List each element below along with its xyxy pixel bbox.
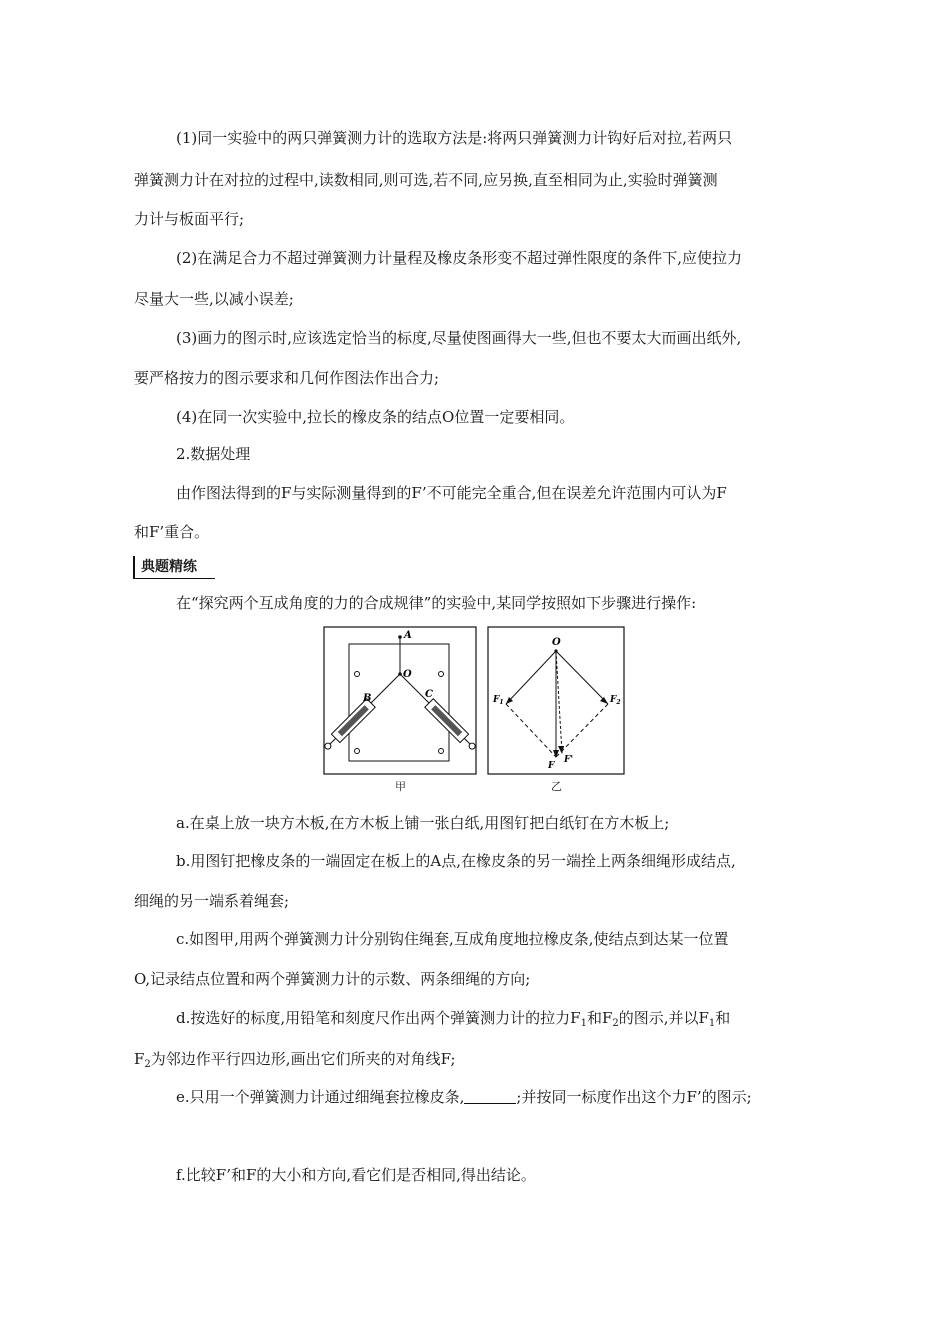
p1-line1: (1)同一实验中的两只弹簧测力计的选取方法是:将两只弹簧测力计钩好后对拉,若两只 bbox=[176, 129, 733, 147]
vector-f-prime bbox=[556, 651, 562, 753]
section-badge: 典题精练 bbox=[133, 556, 215, 579]
step-d-line2: $F_2$为邻边作平行四边形,画出它们所夹的对角线F; bbox=[134, 1050, 456, 1070]
step-d-line1: d.按选好的标度,用铅笔和刻度尺作出两个弹簧测力计的拉力$F_1$和$F_2$的图示,并以$F_1$和 bbox=[176, 1009, 731, 1029]
step-a: a.在桌上放一块方木板,在方木板上铺一张白纸,用图钉把白纸钉在方木板上; bbox=[176, 814, 670, 832]
spring-scale-c bbox=[425, 699, 479, 753]
vector-f2 bbox=[556, 651, 608, 704]
nail-hole bbox=[439, 749, 444, 754]
answer-blank[interactable] bbox=[464, 1089, 516, 1104]
heading-data-processing: 2.数据处理 bbox=[176, 445, 251, 463]
p5-line2: 和F’重合。 bbox=[134, 523, 210, 541]
label-f1: $F_1$ bbox=[493, 695, 504, 706]
label-f-prime: F' bbox=[564, 755, 574, 765]
p4-line1: (4)在同一次实验中,拉长的橡皮条的结点O位置一定要相同。 bbox=[176, 408, 575, 426]
label-o: O bbox=[403, 669, 412, 680]
p2-line1: (2)在满足合力不超过弹簧测力计量程及橡皮条形变不超过弹性限度的条件下,应使拉力 bbox=[176, 249, 743, 267]
caption-right: 乙 bbox=[551, 780, 562, 793]
label-b: B bbox=[363, 693, 372, 704]
section-intro: 在“探究两个互成角度的力的合成规律”的实验中,某同学按照如下步骤进行操作: bbox=[176, 594, 697, 612]
p1-line2: 弹簧测力计在对拉的过程中,读数相同,则可选,若不同,应另换,直至相同为止,实验时弹簧测 bbox=[134, 171, 718, 189]
nail-hole bbox=[355, 672, 360, 677]
string-b bbox=[371, 674, 400, 703]
parallelogram-side bbox=[506, 704, 556, 757]
step-f: f.比较F’和F的大小和方向,看它们是否相同,得出结论。 bbox=[176, 1166, 536, 1184]
step-b-line1: b.用图钉把橡皮条的一端固定在板上的A点,在橡皮条的另一端拴上两条细绳形成结点, bbox=[176, 852, 736, 870]
p3-line2: 要严格按力的图示要求和几何作图法作出合力; bbox=[134, 369, 440, 387]
nail-hole bbox=[439, 672, 444, 677]
label-a: A bbox=[404, 630, 412, 641]
arrow-f bbox=[553, 750, 559, 758]
vector-f1 bbox=[506, 651, 556, 704]
parallelogram-side bbox=[556, 704, 608, 757]
p1-line3: 力计与板面平行; bbox=[134, 210, 245, 228]
arrow-f2 bbox=[600, 697, 608, 704]
label-c: C bbox=[425, 689, 433, 700]
label-o-right: O bbox=[552, 637, 561, 648]
figure-diagrams bbox=[323, 626, 627, 794]
label-f2: $F_2$ bbox=[610, 695, 621, 706]
step-e: e.只用一个弹簧测力计通过细绳套拉橡皮条, ;并按同一标度作出这个力F’的图示; bbox=[176, 1088, 752, 1106]
nail-hole bbox=[355, 749, 360, 754]
step-c-line2: O,记录结点位置和两个弹簧测力计的示数、两条细绳的方向; bbox=[134, 970, 531, 988]
p2-line2: 尽量大一些,以减小误差; bbox=[134, 290, 294, 308]
step-c-line1: c.如图甲,用两个弹簧测力计分别钩住绳套,互成角度地拉橡皮条,使结点到达某一位置 bbox=[176, 930, 729, 948]
step-b-line2: 细绳的另一端系着绳套; bbox=[134, 892, 290, 910]
p5-line1: 由作图法得到的F与实际测量得到的F’不可能完全重合,但在误差允许范围内可认为F bbox=[176, 484, 727, 502]
experiment-figure bbox=[323, 626, 627, 794]
p3-line1: (3)画力的图示时,应该选定恰当的标度,尽量使图画得大一些,但也不要太大而画出纸外, bbox=[176, 329, 742, 347]
caption-left: 甲 bbox=[395, 780, 406, 793]
label-f: F bbox=[548, 761, 555, 771]
